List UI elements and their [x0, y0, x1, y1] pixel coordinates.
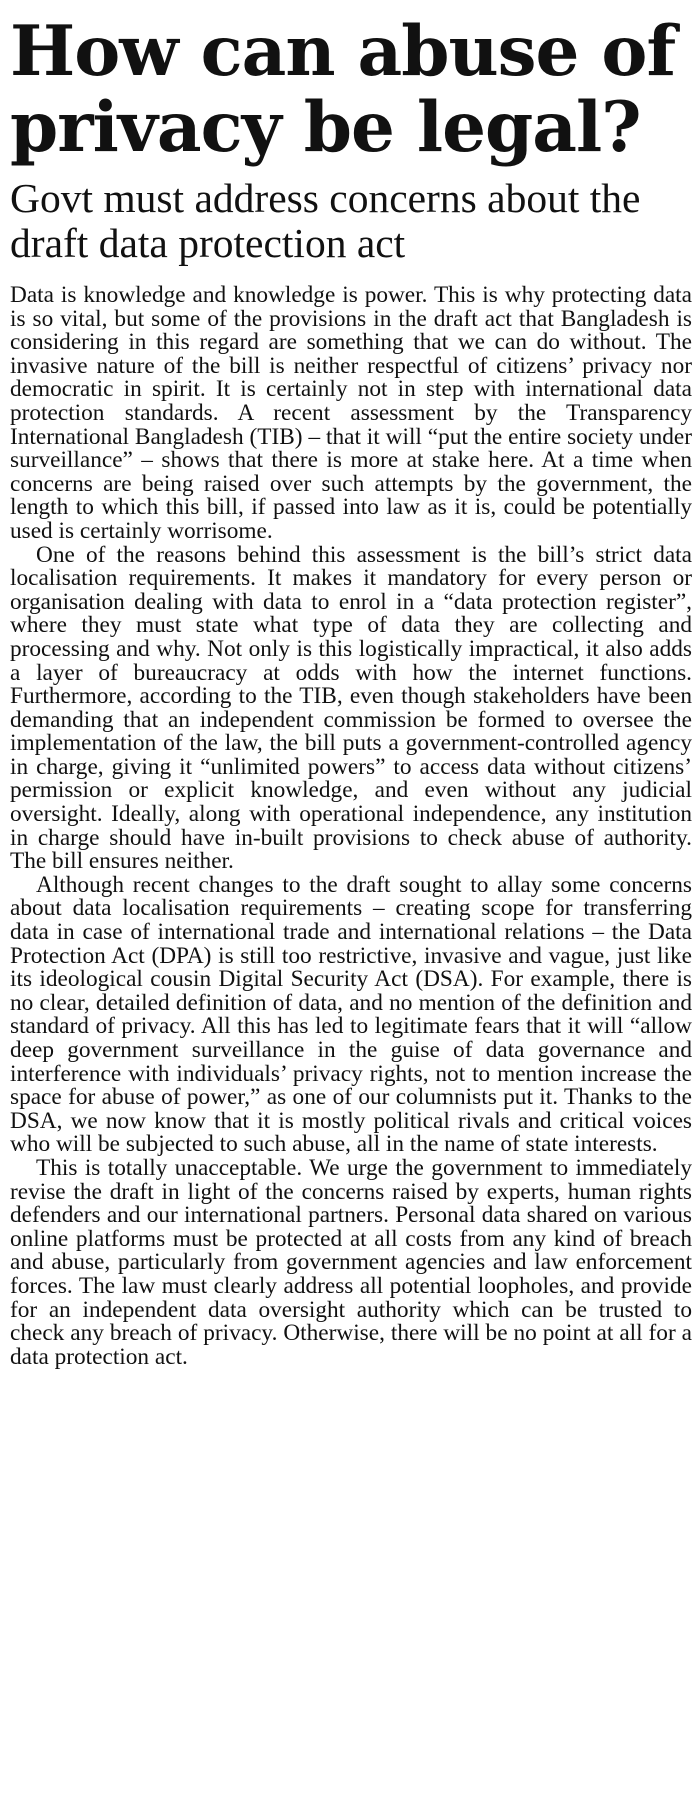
headline: How can abuse of privacy be legal? — [10, 11, 676, 168]
body-paragraph-3: Although recent changes to the draft sought to allay some concerns about data localisation requirements – creating scope for transferring data in case of international trade and international relations – the Data Protection Act (DPA) is still too restrictive, invasive and vague, just like its ideological cousin Digital Security Act (DSA). For example, there is no clear, detailed definition of data, and no mention of the definition and standard of privacy. All this has led to legitimate fears that it will “allow deep government surveillance in the guise of data governance and interference with individuals’ privacy rights, not to mention increase the space for abuse of power,” as one of our columnists put it. Thanks to the DSA, we now know that it is mostly political rivals and critical voices who will be subjected to such abuse, all in the name of state interests. — [10, 871, 692, 1158]
subheadline: Govt must address concerns about the draft data protection act — [10, 175, 641, 266]
article-body — [10, 284, 692, 1369]
body-paragraph-1: Data is knowledge and knowledge is power. This is why protecting data is so vital, but some of the provisions in the draft act that Bangladesh is considering in this regard are something that we can do without. The invasive nature of the bill is neither respectful of citizens’ privacy nor democratic in spirit. It is certainly not in step with international data protection standards. A recent assessment by the Transparency International Bangladesh (TIB) – that it will “put the entire society under surveillance” – shows that there is more at stake here. At a time when concerns are being raised over such attempts by the government, the length to which this bill, if passed into law as it is, could be potentially used is certainly worrisome. — [10, 282, 692, 544]
body-paragraph-4: This is totally unacceptable. We urge the government to immediately revise the draft in light of the concerns raised by experts, human rights defenders and our international partners. Personal data shared on various online platforms must be protected at all costs from any kind of breach and abuse, particularly from government agencies and law enforcement forces. The law must clearly address all potential loopholes, and provide for an independent data oversight authority which can be trusted to check any breach of privacy. Otherwise, there will be no point at all for a data protection act. — [10, 1154, 692, 1370]
body-paragraph-2: One of the reasons behind this assessment is the bill’s strict data localisation requirements. It makes it mandatory for every person or organisation dealing with data to enrol in a “data protection register”, where they must state what type of data they are collecting and processing and why. Not only is this logistically impractical, it also adds a layer of bureaucracy at odds with how the internet functions. Furthermore, according to the TIB, even though stakeholders have been demanding that an independent commission be formed to oversee the implementation of the law, the bill puts a government-controlled agency in charge, giving it “unlimited powers” to access data without citizens’ permission or explicit knowledge, and even without any judicial oversight. Ideally, along with operational independence, any institution in charge should have in-built provisions to check abuse of authority. The bill ensures neither. — [10, 541, 692, 875]
